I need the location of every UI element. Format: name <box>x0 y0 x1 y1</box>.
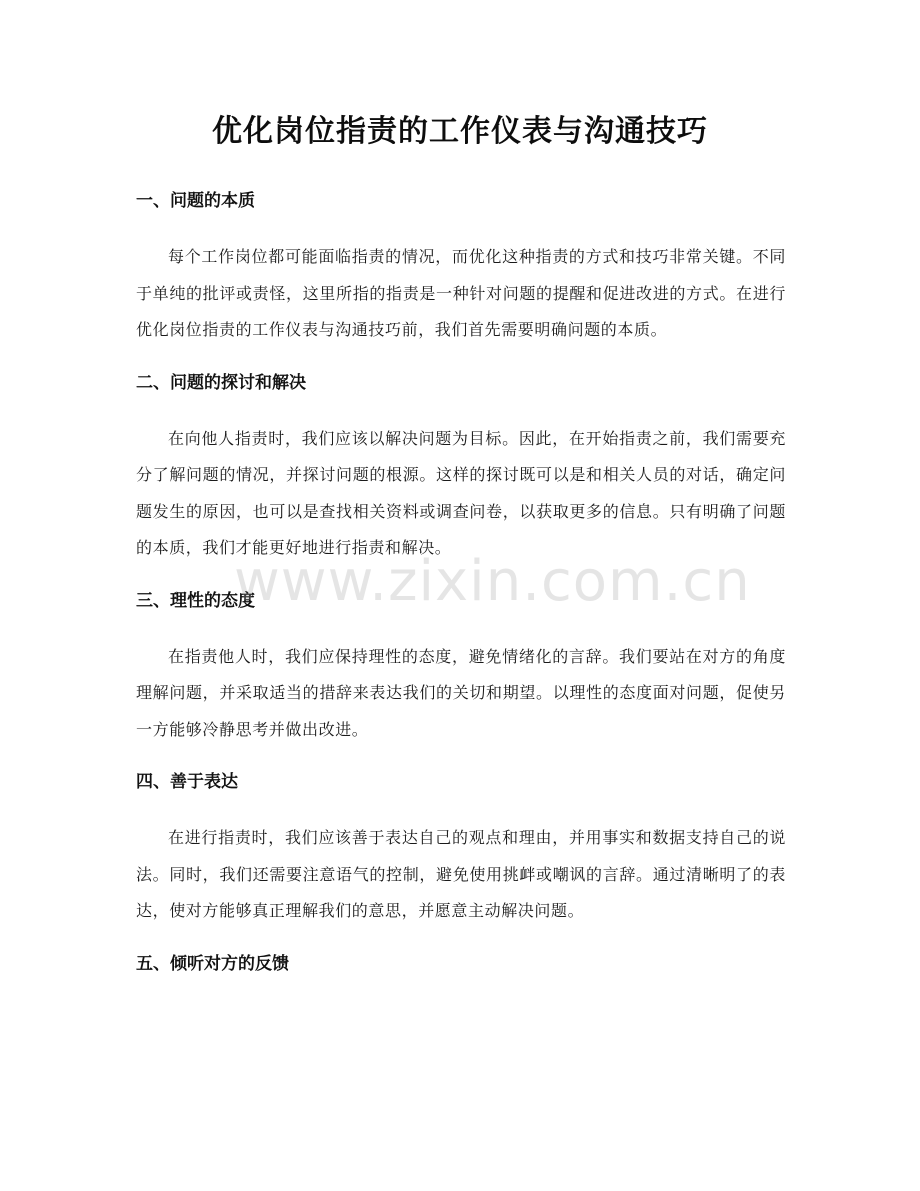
section-3 <box>136 583 786 749</box>
section-paragraph: 在进行指责时，我们应该善于表达自己的观点和理由，并用事实和数据支持自己的说法。同时，我们还需要注意语气的控制，避免使用挑衅或嘲讽的言辞。通过清晰明了的表达，使对方能够真正理解我们的意思，并愿意主动解决问题。 <box>136 828 786 920</box>
watermark: www.zixin.com.cn <box>234 549 751 614</box>
section-paragraph: 每个工作岗位都可能面临指责的情况，而优化这种指责的方式和技巧非常关键。不同于单纯的批评或责怪，这里所指的指责是一种针对问题的提醒和促进改进的方式。在进行优化岗位指责的工作仪表与沟通技巧前，我们首先需要明确问题的本质。 <box>136 247 786 339</box>
section-paragraph: 在指责他人时，我们应保持理性的态度，避免情绪化的言辞。我们要站在对方的角度理解问题，并采取适当的措辞来表达我们的关切和期望。以理性的态度面对问题，促使另一方能够冷静思考并做出改进。 <box>136 646 786 739</box>
section-heading: 四、善于表达 <box>136 772 238 792</box>
section-heading: 三、理性的态度 <box>136 590 255 611</box>
section-1 <box>136 183 786 349</box>
section-paragraph: 在向他人指责时，我们应该以解决问题为目标。因此，在开始指责之前，我们需要充分了解问题的情况，并探讨问题的根源。这样的探讨既可以是和相关人员的对话，确定问题发生的原因，也可以是查找相关资料或调查问卷，以获取更多的信息。只有明确了问题的本质，我们才能更好地进行指责和解决。 <box>136 428 786 557</box>
document-title: 优化岗位指责的工作仪表与沟通技巧 <box>212 114 708 149</box>
section-2 <box>136 365 786 567</box>
section-heading: 五、倾听对方的反馈 <box>136 953 289 974</box>
section-5 <box>136 946 786 982</box>
document-body <box>136 183 786 1002</box>
section-4 <box>136 764 786 930</box>
section-heading: 一、问题的本质 <box>136 191 255 211</box>
section-heading: 二、问题的探讨和解决 <box>136 372 306 393</box>
